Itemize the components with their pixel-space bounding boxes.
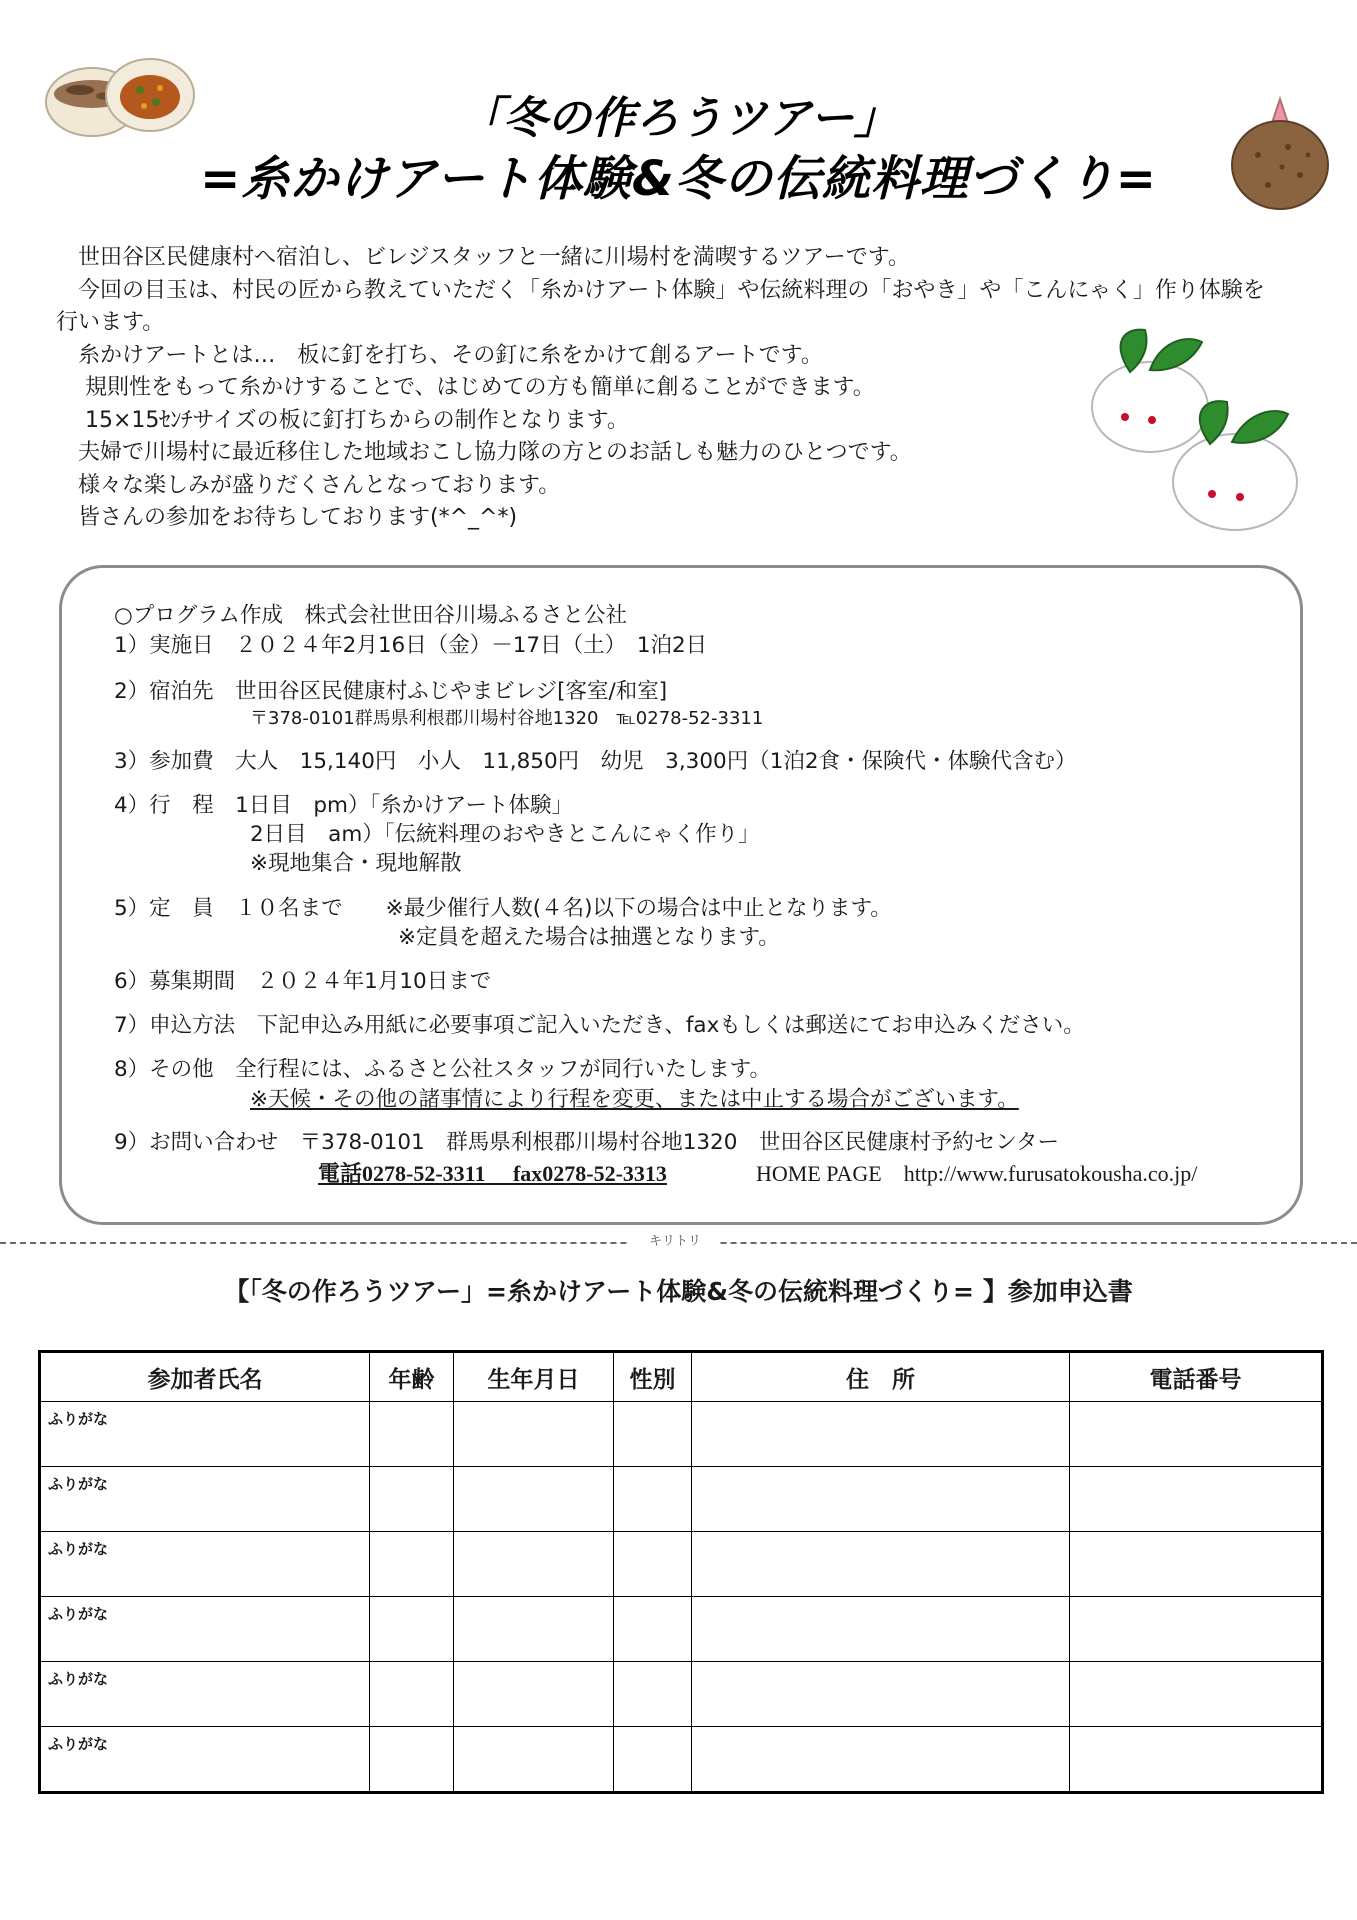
contact-homepage[interactable]: HOME PAGE http://www.furusatokousha.co.jp/ — [756, 1161, 1198, 1186]
gender-cell[interactable] — [614, 1662, 692, 1727]
date-line: 1）実施日 ２０２４年2月16日（金）－17日（土） 1泊2日 — [114, 633, 708, 658]
address-cell[interactable] — [692, 1532, 1070, 1597]
birthdate-cell[interactable] — [454, 1532, 614, 1597]
organizer-line: ○プログラム作成 株式会社世田谷川場ふるさと公社 — [114, 603, 628, 628]
birthdate-cell[interactable] — [454, 1662, 614, 1727]
intro-paragraph — [56, 242, 1296, 535]
phone-cell[interactable] — [1070, 1662, 1323, 1727]
phone-cell[interactable] — [1070, 1597, 1323, 1662]
capacity-note: ※定員を超えた場合は抽選となります。 — [398, 925, 780, 950]
intro-line: 規則性をもって糸かけすることで、はじめての方も簡単に創ることができます。 — [56, 375, 875, 400]
header-birthdate: 生年月日 — [454, 1352, 614, 1402]
inquiry-line: 9）お問い合わせ 〒378-0101 群馬県利根郡川場村谷地1320 世田谷区民健康村予約センター — [114, 1130, 1060, 1155]
table-row — [40, 1532, 1323, 1597]
age-cell[interactable] — [370, 1662, 454, 1727]
intro-line: 糸かけアートとは… 板に釘を打ち、その釘に糸をかけて創るアートです。 — [56, 342, 823, 368]
phone-cell[interactable] — [1070, 1727, 1323, 1793]
page-title-line2: =糸かけアート体験&冬の伝統料理づくり= — [200, 151, 1157, 207]
name-cell[interactable] — [40, 1532, 370, 1597]
form-title: 【「冬の作ろうツアー」=糸かけアート体験&冬の伝統料理づくり= 】参加申込書 — [224, 1277, 1133, 1306]
address-cell[interactable] — [692, 1727, 1070, 1793]
header-gender: 性別 — [614, 1352, 692, 1402]
schedule-day2: 2日目 am）「伝統料理のおやきとこんにゃく作り」 — [250, 822, 760, 847]
phone-cell[interactable] — [1070, 1402, 1323, 1467]
registration-table — [38, 1350, 1324, 1794]
address-cell[interactable] — [692, 1402, 1070, 1467]
age-cell[interactable] — [370, 1402, 454, 1467]
birthdate-cell[interactable] — [454, 1467, 614, 1532]
furigana-label: ふりがな — [48, 1735, 109, 1753]
header-age: 年齢 — [370, 1352, 454, 1402]
birthdate-cell[interactable] — [454, 1727, 614, 1793]
cut-label: キリトリ — [630, 1230, 720, 1249]
deadline-line: 6）募集期間 ２０２４年1月10日まで — [114, 969, 492, 994]
name-cell[interactable] — [40, 1662, 370, 1727]
phone-cell[interactable] — [1070, 1467, 1323, 1532]
table-row — [40, 1402, 1323, 1467]
gender-cell[interactable] — [614, 1467, 692, 1532]
name-cell[interactable] — [40, 1727, 370, 1793]
table-row — [40, 1662, 1323, 1727]
table-row — [40, 1597, 1323, 1662]
furigana-label: ふりがな — [48, 1670, 109, 1688]
address-cell[interactable] — [692, 1597, 1070, 1662]
age-cell[interactable] — [370, 1532, 454, 1597]
intro-line: 皆さんの参加をお待ちしております(*^_^*) — [56, 505, 518, 530]
intro-line: 様々な楽しみが盛りだくさんとなっております。 — [56, 472, 561, 498]
schedule-note: ※現地集合・現地解散 — [250, 851, 462, 876]
lodging-address: 〒378-0101群馬県利根郡川場村谷地1320 ℡0278-52-3311 — [250, 708, 764, 729]
table-row — [40, 1727, 1323, 1793]
contact-phone-fax: 電話0278-52-3311 fax0278-52-3313 — [318, 1161, 667, 1186]
other-line: 8）その他 全行程には、ふるさと公社スタッフが同行いたします。 — [114, 1057, 771, 1082]
program-details-box — [59, 565, 1303, 1225]
phone-cell[interactable] — [1070, 1532, 1323, 1597]
furigana-label: ふりがな — [48, 1410, 109, 1428]
schedule-line: 4）行 程 1日目 pm）「糸かけアート体験」 — [114, 793, 574, 818]
furigana-label: ふりがな — [48, 1605, 109, 1623]
address-cell[interactable] — [692, 1467, 1070, 1532]
gender-cell[interactable] — [614, 1597, 692, 1662]
table-header-row — [40, 1352, 1323, 1402]
birthdate-cell[interactable] — [454, 1402, 614, 1467]
capacity-line: 5）定 員 １０名まで ※最少催行人数(４名)以下の場合は中止となります。 — [114, 896, 892, 921]
other-note: ※天候・その他の諸事情により行程を変更、または中止する場合がございます。 — [250, 1087, 1019, 1112]
intro-line: 世田谷区民健康村へ宿泊し、ビレジスタッフと一緒に川場村を満喫するツアーです。 — [56, 245, 910, 270]
name-cell[interactable] — [40, 1597, 370, 1662]
age-cell[interactable] — [370, 1597, 454, 1662]
page-title-line1: 「冬の作ろうツアー」 — [459, 93, 898, 144]
table-row — [40, 1467, 1323, 1532]
intro-line: 15×15ｾﾝﾁサイズの板に釘打ちからの制作となります。 — [56, 407, 629, 433]
header-name: 参加者氏名 — [40, 1352, 370, 1402]
gender-cell[interactable] — [614, 1727, 692, 1793]
header-address: 住 所 — [692, 1352, 1070, 1402]
age-cell[interactable] — [370, 1727, 454, 1793]
furigana-label: ふりがな — [48, 1475, 109, 1493]
furigana-label: ふりがな — [48, 1540, 109, 1558]
intro-line: 今回の目玉は、村民の匠から教えていただく「糸かけアート体験」や伝統料理の「おやき」や「こんにゃく」作り体験を — [56, 277, 1265, 303]
birthdate-cell[interactable] — [454, 1597, 614, 1662]
application-method-line: 7）申込方法 下記申込み用紙に必要事項ご記入いただき、faxもしくは郵送にてお申込みください。 — [114, 1013, 1085, 1038]
header-phone: 電話番号 — [1070, 1352, 1323, 1402]
name-cell[interactable] — [40, 1402, 370, 1467]
intro-line: 行います。 — [56, 310, 165, 335]
age-cell[interactable] — [370, 1467, 454, 1532]
address-cell[interactable] — [692, 1662, 1070, 1727]
gender-cell[interactable] — [614, 1402, 692, 1467]
lodging-line: 2）宿泊先 世田谷区民健康村ふじやまビレジ[客室/和室] — [114, 679, 668, 704]
name-cell[interactable] — [40, 1467, 370, 1532]
gender-cell[interactable] — [614, 1532, 692, 1597]
intro-line: 夫婦で川場村に最近移住した地域おこし協力隊の方とのお話しも魅力のひとつです。 — [56, 440, 912, 465]
fee-line: 3）参加費 大人 15,140円 小人 11,850円 幼児 3,300円（1泊2食・保険代・体験代含む） — [114, 749, 1077, 774]
